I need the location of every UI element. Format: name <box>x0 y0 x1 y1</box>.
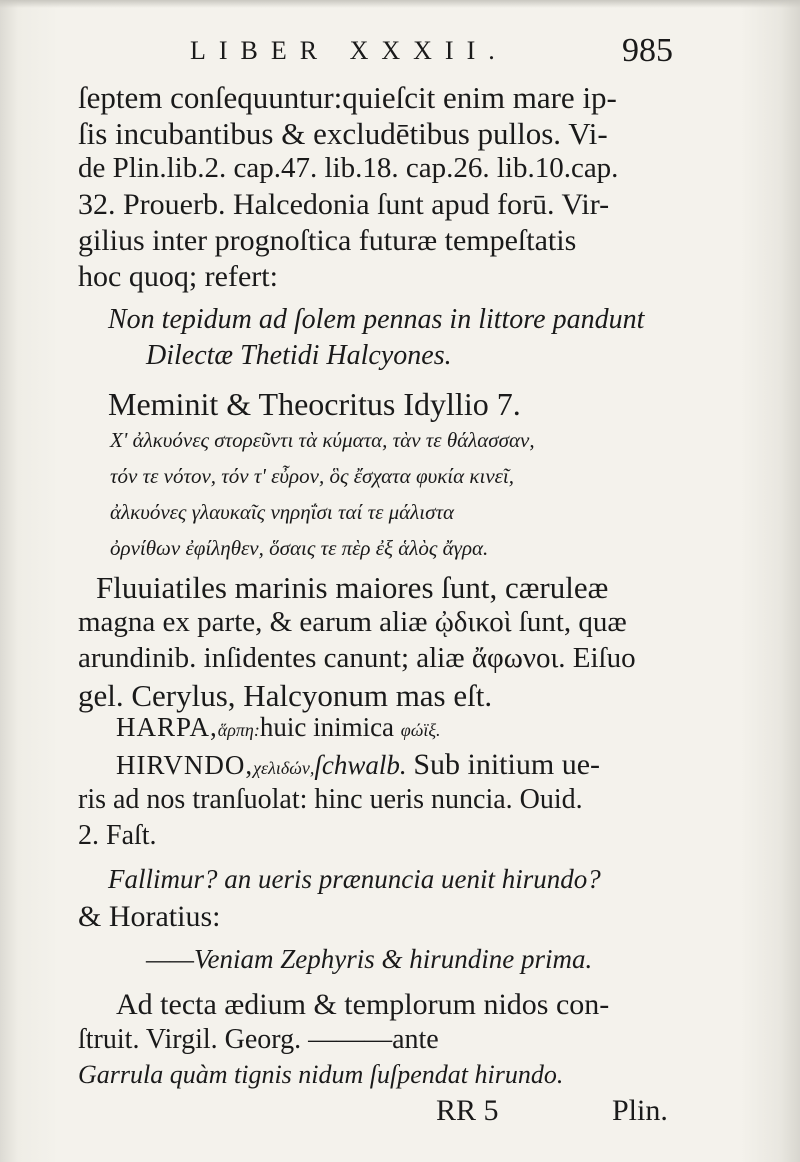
fluuiatiles-line-4: gel. Cerylus, Halcyonum mas eſt. <box>78 678 493 713</box>
theocritus-line: Meminit & Theocritus Idyllio 7. <box>108 386 521 422</box>
signature-mark: RR 5 <box>436 1094 499 1127</box>
page-top-shadow <box>0 0 800 8</box>
hirundo-line-3: 2. Faſt. <box>78 820 157 851</box>
harpa-text: huic inimica <box>259 712 395 742</box>
text-line-4: 32. Prouerb. Halcedonia ſunt apud forū. Vir- <box>78 188 610 221</box>
verse-line-1: Non tepidum ad ſolem pennas in littore pandunt <box>108 304 645 335</box>
text-line-6: hoc quoq; refert: <box>78 260 278 293</box>
greek-line-1: Χ' ἀλκυόνες στορεῦντι τὰ κύματα, τὰν τε θάλασσαν, <box>110 428 535 452</box>
fluuiatiles-line-3: arundinib. inſidentes canunt; aliæ ἄφωνοι. Eiſuo <box>78 642 636 674</box>
hirundo-german: ſchwalb. <box>314 750 407 780</box>
fluuiatiles-line-2: magna ex parte, & earum aliæ ᾠδικοὶ ſunt, quæ <box>78 606 627 638</box>
text-line-1: ſeptem conſequuntur:quieſcit enim mare ip- <box>78 80 617 115</box>
fluuiatiles-line-1: Fluuiatiles marinis maiores ſunt, cæruleæ <box>96 570 609 605</box>
harpa-greek-2: φώϊξ. <box>400 720 441 740</box>
harpa-greek: ἅρπη: <box>217 720 260 740</box>
hirundo-line-1 <box>116 750 600 780</box>
running-title: LIBER XXXII. <box>190 36 508 65</box>
verse-line-2: Dilectæ Thetidi Halcyones. <box>146 340 452 371</box>
text-line-5: gilius inter prognoſtica futuræ tempeſtatis <box>78 224 577 257</box>
hirundo-greek: χελιδών, <box>253 758 315 778</box>
horatius-line: & Horatius: <box>78 900 221 933</box>
ouid-verse: Fallimur? an ueris prænuncia uenit hirundo? <box>108 864 601 894</box>
adtecta-line-1: Ad tecta ædium & templorum nidos con- <box>116 988 610 1021</box>
text-line-3: de Plin.lib.2. cap.47. lib.18. cap.26. lib.10.cap. <box>78 152 619 184</box>
harpa-name: HARPA, <box>116 712 218 742</box>
text-line-2: ſis incubantibus & excludētibus pullos. Vi- <box>78 116 608 151</box>
virgil-verse: Garrula quàm tignis nidum ſuſpendat hirundo. <box>78 1060 564 1089</box>
adtecta-line-2: ſtruit. Virgil. Georg. ———ante <box>78 1024 439 1055</box>
page-number: 985 <box>622 32 673 69</box>
hirundo-line-2: ris ad nos tranſuolat: hinc ueris nuncia. Ouid. <box>78 784 583 815</box>
greek-line-3: ἀλκυόνες γλαυκαῖς νηρηΐσι ταί τε μάλιστα <box>110 500 455 524</box>
hirundo-text: Sub initium ue- <box>413 748 600 781</box>
catchword: Plin. <box>612 1094 668 1127</box>
horatius-verse: ——Veniam Zephyris & hirundine prima. <box>146 944 593 974</box>
hirundo-name: HIRVNDO, <box>116 750 254 780</box>
harpa-line <box>116 714 441 741</box>
greek-line-4: ὀρνίθων ἐφίληθεν, ὅσαις τε πὲρ ἐξ ἁλὸς ἄγρα. <box>110 536 489 560</box>
greek-line-2: τόν τε νότον, τόν τ' εὖρον, ὃς ἔσχατα φυκία κινεῖ, <box>110 464 514 488</box>
